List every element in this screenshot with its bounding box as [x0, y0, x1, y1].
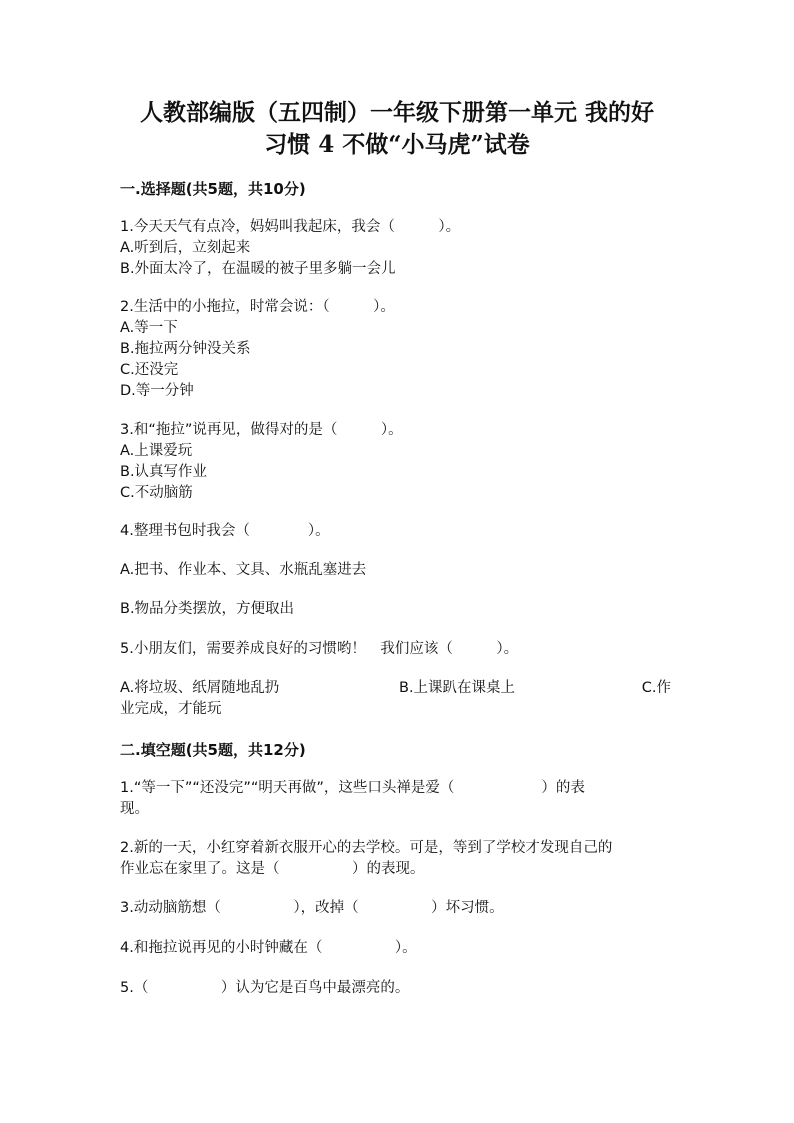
option-a: A.上课爱玩 — [120, 443, 193, 459]
question-text-cont: 现。 — [120, 801, 149, 817]
option-b: B.拖拉两分钟没关系 — [120, 341, 251, 357]
question-text: 2.新的一天，小红穿着新衣服开心的去学校。可是，等到了学校才发现自己的 — [120, 840, 613, 856]
blank-question-1 — [120, 778, 674, 820]
option-c: C.还没完 — [120, 362, 179, 378]
question-text: 1.“等一下”“还没完”“明天再做”，这些口头禅是爱（ ）的表 — [120, 780, 585, 796]
question-stem: 5.小朋友们，需要养成良好的习惯哟！ 我们应该（ ）。 — [120, 641, 519, 657]
option-b: B.外面太冷了，在温暖的被子里多躺一会儿 — [120, 261, 396, 277]
question-text-cont: 作业忘在家里了。这是（ ）的表现。 — [120, 861, 425, 877]
question-text: 4.和拖拉说再见的小时钟藏在（ ）。 — [120, 940, 417, 956]
question-text: 3.动动脑筋想（ ），改掉（ ）坏习惯。 — [120, 900, 504, 916]
question-stem: 4.整理书包时我会（ ）。 — [120, 523, 330, 539]
question-4 — [120, 521, 674, 620]
option-c: C.不动脑筋 — [120, 485, 193, 501]
section-heading-fill-blank: 二.填空题(共5题，共12分) — [120, 741, 306, 759]
blank-question-2 — [120, 838, 674, 880]
blank-question-3 — [120, 898, 674, 919]
question-3 — [120, 420, 674, 504]
section-heading-choice: 一.选择题(共5题，共10分) — [120, 180, 306, 198]
question-5 — [120, 639, 674, 720]
blank-question-5 — [120, 978, 674, 999]
option-a: A.把书、作业本、文具、水瓶乱塞进去 — [120, 562, 367, 578]
option-b: B.认真写作业 — [120, 464, 208, 480]
option-a: A.将垃圾、纸屑随地乱扔 — [120, 680, 280, 696]
question-stem: 1.今天天气有点冷，妈妈叫我起床，我会（ ）。 — [120, 219, 461, 235]
exam-title-line2: 习惯 4 不做“小马虎”试卷 — [264, 131, 530, 158]
options-row — [120, 678, 674, 699]
option-b: B.上课趴在课桌上 — [399, 680, 516, 696]
question-text: 5.（ ）认为它是百鸟中最漂亮的。 — [120, 980, 410, 996]
question-stem: 2.生活中的小拖拉，时常会说：（ ）。 — [120, 299, 395, 315]
question-1 — [120, 217, 674, 280]
option-a: A.听到后，立刻起来 — [120, 240, 251, 256]
blank-question-4 — [120, 938, 674, 959]
question-stem: 3.和“拖拉”说再见，做得对的是（ ）。 — [120, 422, 403, 438]
question-2 — [120, 297, 674, 402]
exam-title-line1: 人教部编版（五四制）一年级下册第一单元 我的好 — [139, 99, 654, 126]
option-d: D.等一分钟 — [120, 383, 194, 399]
option-c-start: C.作 — [641, 680, 671, 696]
option-a: A.等一下 — [120, 320, 178, 336]
option-c-rest: 业完成，才能玩 — [120, 701, 222, 717]
option-b: B.物品分类摆放，方便取出 — [120, 601, 295, 617]
